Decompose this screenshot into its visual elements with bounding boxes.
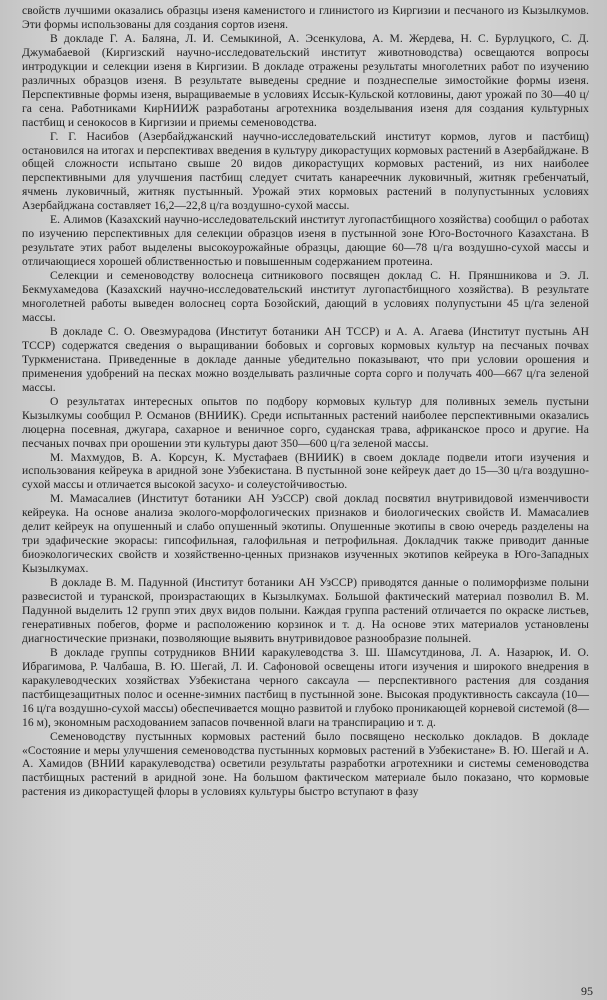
- paragraph-1: свойств лучшими оказались образцы изеня каменистого и глинистого из Киргизии и песчаного из Кызылкумов. Эти формы использованы для создания сортов изеня.: [22, 4, 589, 31]
- paragraph-5: Селекции и семеноводству волоснеца ситникового посвящен доклад С. Н. Пряншникова и Э. Л. Бекмухамедова (Казахский научно-исследовательский институт лугопастбищного хозяйства). В результате многолетней работы выведен волоснец сорта Бозойский, дающий в условиях полупустыни 45 ц/га зеленой массы.: [22, 269, 589, 324]
- paragraph-9: М. Мамасалиев (Институт ботаники АН УзССР) свой доклад посвятил внутривидовой изменчивости кейреука. На основе анализа эколого-морфологических признаков и биологических свойств И. Мамасалиев делит кейреук на опушенный и слабо опушенный экотипы. Опушенные экотипы в свою очередь разделены на три эдафические экорасы: гипсофильная, галофильная и петрофильная. Докладчик также приводит данные биоэкологических свойств и хозяйственно-ценных признаков изученных экотипов кейреука в Юго-Западных Кызылкумах.: [22, 492, 589, 576]
- paragraph-4: Е. Алимов (Казахский научно-исследовательский институт лугопастбищного хозяйства) сообщил о работах по изучению перспективных для селекции образцов изеня в пустынной зоне Юго-Восточного Казахстана. В результате этих работ выделены высокоурожайные образцы, дающие 60—78 ц/га воздушно-сухой массы и отличающиеся хорошей облиственностью и повышенным содержанием протеина.: [22, 213, 589, 269]
- paragraph-3: Г. Г. Насибов (Азербайджанский научно-исследовательский институт кормов, лугов и пастбищ) остановился на итогах и перспективах введения в культуру дикорастущих кормовых растений в Азербайджане. В общей сложности испытано свыше 20 видов дикорастущих кормовых растений, из них наиболее перспективными для улучшения пастбищ следует считать канареечник луковичный, житняк гребенчатый, ячмень луковичный, житняк пустынный. Урожай этих кормовых растений в полупустынных условиях Азербайджана составляет 16,2—22,8 ц/га воздушно-сухой массы.: [22, 129, 589, 213]
- paragraph-2: В докладе Г. А. Баляна, Л. И. Семыкиной, А. Эсенкулова, А. М. Жердева, Н. С. Бурлуцкого, С. Д. Джумабаевой (Киргизский научно-исследовательский институт животноводства) освещаются вопросы интродукции и селекции изеня в Киргизии. В докладе отражены результаты многолетних работ по изучению различных образцов изеня. В результате выведены средние и позднеспелые зимостойкие формы изеня. Перспективные формы изеня, выращиваемые в условиях Иссык-Кульской котловины, дают урожай по 30—40 ц/га сена. Работниками КирНИИЖ разработаны агротехника возделывания изеня для создания культурных пастбищ и сенокосов в Киргизии и приемы семеноводства.: [22, 31, 589, 129]
- page-number: 95: [581, 984, 593, 998]
- paragraph-11: В докладе группы сотрудников ВНИИ каракулеводства З. Ш. Шамсутдинова, Л. А. Назарюк, И. О. Ибрагимова, Р. Чалбаша, В. Ю. Шегай, Л. И. Сафоновой освещены итоги изучения и широкого внедрения в каракулеводческих хозяйствах Узбекистана черного саксаула — перспективного растения для создания пастбищезащитных полос и осенне-зимних пастбищ в пустынной зоне. Высокая продуктивность саксаула (10—16 ц/га воздушно-сухой массы) обеспечивается мощно развитой и глубоко проникающей корневой системой (8—16 м), экономным расходованием запасов почвенной влаги на транспирацию и т. д.: [22, 645, 589, 729]
- paragraph-10: В докладе В. М. Падунной (Институт ботаники АН УзССР) приводятся данные о полиморфизме полыни развесистой и туранской, произрастающих в Кызылкумах. Большой фактический материал позволил В. М. Падунной выделить 12 групп этих двух видов полыни. Каждая группа растений отличается по окраске листьев, генеративных побегов, форме и расположению корзинок и т. д. На основе этих материалов установлены диагностические признаки, позволяющие выявить внутривидовое разнообразие полыней.: [22, 576, 589, 645]
- paragraph-12: Семеноводству пустынных кормовых растений было посвящено несколько докладов. В докладе «Состояние и меры улучшения семеноводства пустынных кормовых растений в Узбекистане» В. Ю. Шегай и А. А. Хамидов (ВНИИ каракулеводства) осветили результаты разработки агротехники и системы семеноводства пастбищных растений в аридной зоне. На большом фактическом материале было показано, что кормовые растения из дикорастущей флоры в условиях культуры быстро вступают в фазу: [22, 729, 589, 799]
- paragraph-7: О результатах интересных опытов по подбору кормовых культур для поливных земель пустыни Кызылкумы сообщил Р. Османов (ВНИИК). Среди испытанных растений наиболее перспективными оказались люцерна посевная, джугара, сахарное и веничное сорго, суданская трава, африканское просо и другие. На песчаных почвах при орошении эти культуры дают 350—600 ц/га зеленой массы.: [22, 394, 589, 450]
- paragraph-6: В докладе С. О. Овезмурадова (Институт ботаники АН ТССР) и А. А. Агаева (Институт пустынь АН ТССР) содержатся сведения о выращивании бобовых и сорговых кормовых культур на песчаных почвах Туркменистана. Приведенные в докладе данные убедительно показывают, что при условии орошения и применения удобрений на песках можно возделывать различные сорта сорго и получать 400—667 ц/га зеленой массы.: [22, 324, 589, 394]
- paragraph-8: М. Махмудов, В. А. Корсун, К. Мустафаев (ВНИИК) в своем докладе подвели итоги изучения и использования кейреука в аридной зоне Узбекистана. В пустынной зоне кейреук дает до 15—30 ц/га воздушно-сухой массы и отличается высокой засухо- и солеустойчивостью.: [22, 450, 589, 492]
